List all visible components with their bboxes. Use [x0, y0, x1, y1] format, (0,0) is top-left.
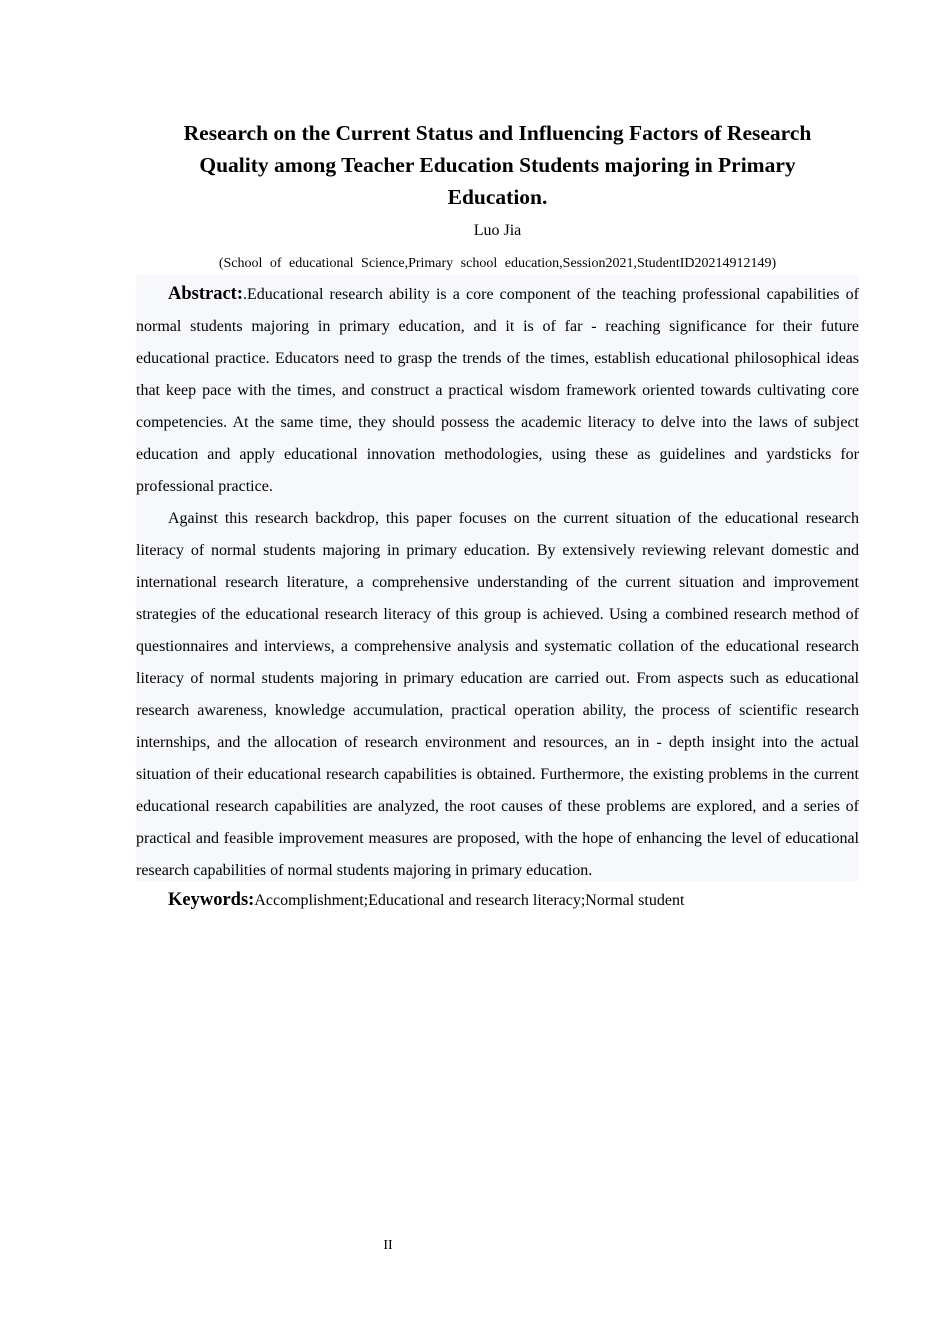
author-affiliation: (School of educational Science,Primary school education,Session2021,StudentID20214912149)	[218, 256, 777, 271]
abstract-paragraph-2: Against this research backdrop, this paper focuses on the current situation of the educational research literacy of normal students majoring in primary education. By extensively reviewing relevant domestic and international research literature, a comprehensive understanding of the current situation and improvement strategies of the educational research literacy of this group is achieved. Using a combined research method of questionnaires and interviews, a comprehensive analysis and systematic collation of the educational research literacy of normal students majoring in primary education are carried out. From aspects such as educational research awareness, knowledge accumulation, practical operation ability, the process of scientific research internships, and the allocation of research environment and resources, an in - depth insight into the actual situation of their educational research capabilities is obtained. Furthermore, the existing problems in the current educational research capabilities are analyzed, the root causes of these problems are explored, and a series of practical and feasible improvement measures are proposed, with the hope of enhancing the level of educational research capabilities of normal students majoring in primary education.	[136, 510, 859, 879]
abstract-paragraph-1-text: .Educational research ability is a core component of the teaching professional capabilities of normal students majoring in primary education, and it is of far - reaching significance for their future educational practice. Educators need to grasp the trends of the times, establish educational philosophical ideas that keep pace with the times, and construct a practical wisdom framework oriented towards cultivating core competencies. At the same time, they should possess the academic literacy to delve into the laws of subject education and apply educational innovation methodologies, using these as guidelines and yardsticks for professional practice.	[136, 286, 859, 495]
abstract-paragraph-1	[136, 275, 859, 503]
keywords-label: Keywords:	[168, 890, 255, 910]
abstract-section	[136, 275, 859, 881]
paper-title: Research on the Current Status and Influencing Factors of Research Quality among Teacher Education Students majoring in Primary Education.	[183, 121, 812, 209]
page-number: II	[383, 1238, 393, 1253]
abstract-label: Abstract:	[168, 284, 244, 304]
author-name: Luo Jia	[473, 222, 522, 239]
keywords-line	[136, 884, 859, 917]
keywords-text: Accomplishment;Educational and research literacy;Normal student	[254, 892, 685, 909]
